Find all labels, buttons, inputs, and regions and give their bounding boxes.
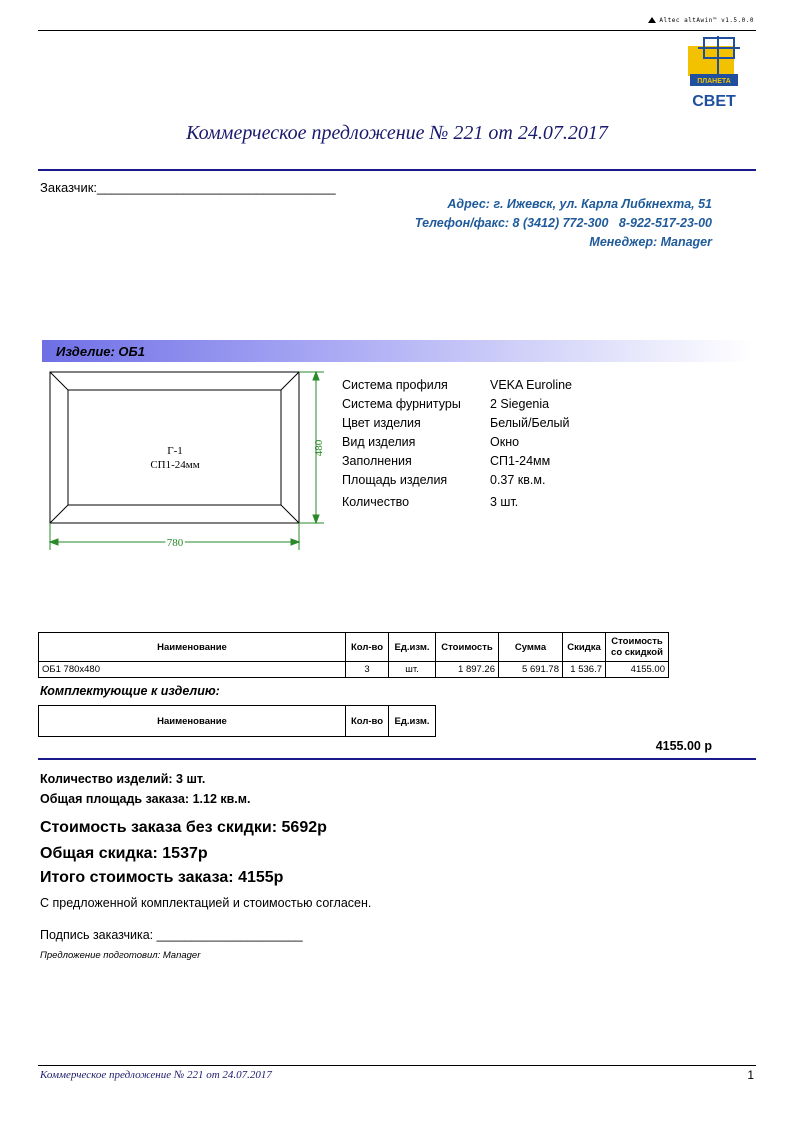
col-price: Стоимость (436, 633, 499, 662)
app-version-text: Altec altAwin™ v1.5.0.0 (659, 17, 754, 24)
acc-col-qty: Кол-во (346, 706, 389, 737)
summary-qty: Количество изделий: 3 шт. (40, 772, 206, 786)
address: Адрес: г. Ижевск, ул. Карла Либкнехта, 51 (447, 197, 712, 211)
col-unit: Ед.изм. (389, 633, 436, 662)
summary-divider (38, 758, 756, 760)
product-header: Изделие: ОБ1 (56, 344, 145, 359)
total-amount: 4155.00 р (655, 739, 712, 753)
acc-col-name: Наименование (39, 706, 346, 737)
customer-line (40, 180, 336, 195)
items-table (38, 632, 669, 678)
table-row: ОБ1 780х480 3 шт. 1 897.26 5 691.78 1 536.7 4155.00 (39, 662, 669, 678)
agreement-text: С предложенной комплектацией и стоимостью согласен. (40, 896, 372, 910)
table-header-row (39, 706, 436, 737)
summary-cost-no-discount: Стоимость заказа без скидки: 5692р (40, 819, 327, 836)
page-number: 1 (747, 1068, 754, 1082)
logo-top-text: ПЛАНЕТА (697, 78, 731, 85)
window-drawing (44, 366, 334, 552)
logo-yellow-block-icon (688, 46, 734, 76)
manager: Менеджер: Manager (589, 235, 712, 249)
footer-divider (38, 1065, 756, 1066)
window-code: Г-1 (167, 445, 183, 457)
signature-line: Подпись заказчика: _____________________ (40, 928, 303, 942)
summary-total: Итого стоимость заказа: 4155р (40, 869, 284, 886)
contacts-block (415, 195, 712, 252)
height-dimension: 480 (313, 439, 325, 457)
width-dimension: 780 (166, 537, 184, 549)
logo-bottom-text: СВЕТ (692, 93, 736, 110)
prepared-by: Предложение подготовил: Manager (40, 950, 201, 961)
summary-area: Общая площадь заказа: 1.12 кв.м. (40, 792, 251, 806)
title-divider (38, 169, 756, 171)
table-header-row (39, 633, 669, 662)
app-logo-icon (648, 17, 656, 23)
acc-col-unit: Ед.изм. (389, 706, 436, 737)
col-discount: Скидка (563, 633, 606, 662)
col-sum: Сумма (499, 633, 563, 662)
product-header-bar (42, 340, 752, 362)
col-name: Наименование (39, 633, 346, 662)
col-total: Стоимость со скидкой (606, 633, 669, 662)
company-logo (684, 36, 744, 112)
header-divider (38, 30, 756, 31)
footer-title: Коммерческое предложение № 221 от 24.07.2017 (40, 1069, 272, 1081)
col-qty: Кол-во (346, 633, 389, 662)
accessories-table (38, 705, 436, 737)
document-title: Коммерческое предложение № 221 от 24.07.2017 (186, 122, 608, 144)
app-version (648, 17, 754, 24)
customer-label: Заказчик: (40, 180, 98, 195)
accessories-label: Комплектующие к изделию: (40, 684, 220, 698)
phone: Телефон/факс: 8 (3412) 772-300 8-922-517-23-00 (414, 216, 712, 230)
summary-discount: Общая скидка: 1537р (40, 845, 208, 862)
customer-blank: _________________________________ (97, 180, 336, 195)
window-fill: СП1-24мм (150, 459, 200, 471)
